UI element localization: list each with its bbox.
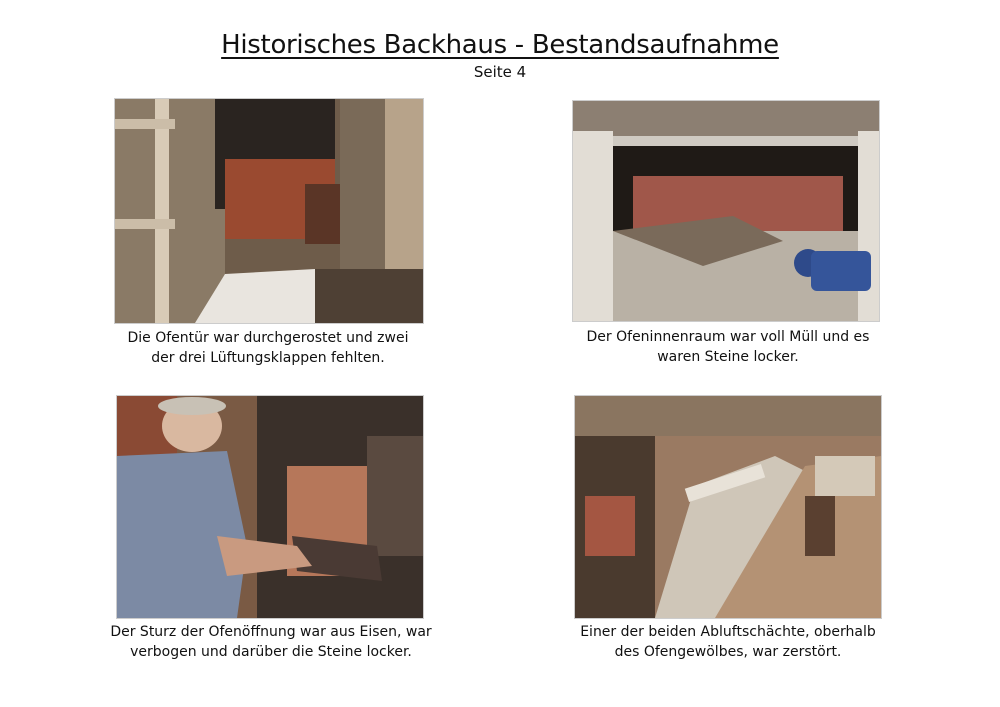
photo-oven-door [114, 98, 424, 324]
page-title: Historisches Backhaus - Bestandsaufnahme [221, 30, 779, 60]
photo-iron-lintel [116, 395, 424, 619]
photo-oven-interior [572, 100, 880, 322]
page-number: Seite 4 [473, 63, 527, 81]
caption-photo-1: Die Ofentür war durchgerostet und zwei der drei Lüftungsklappen fehlten. [127, 330, 409, 366]
caption-photo-2: Der Ofeninnenraum war voll Müll und es waren Steine locker. [586, 329, 870, 365]
caption-photo-4: Einer der beiden Abluftschächte, oberhalb des Ofengewölbes, war zerstört. [580, 624, 876, 660]
caption-photo-3: Der Sturz der Ofenöffnung war aus Eisen, war verbogen und darüber die Steine locker. [110, 624, 432, 660]
photo-exhaust-shaft [574, 395, 882, 619]
